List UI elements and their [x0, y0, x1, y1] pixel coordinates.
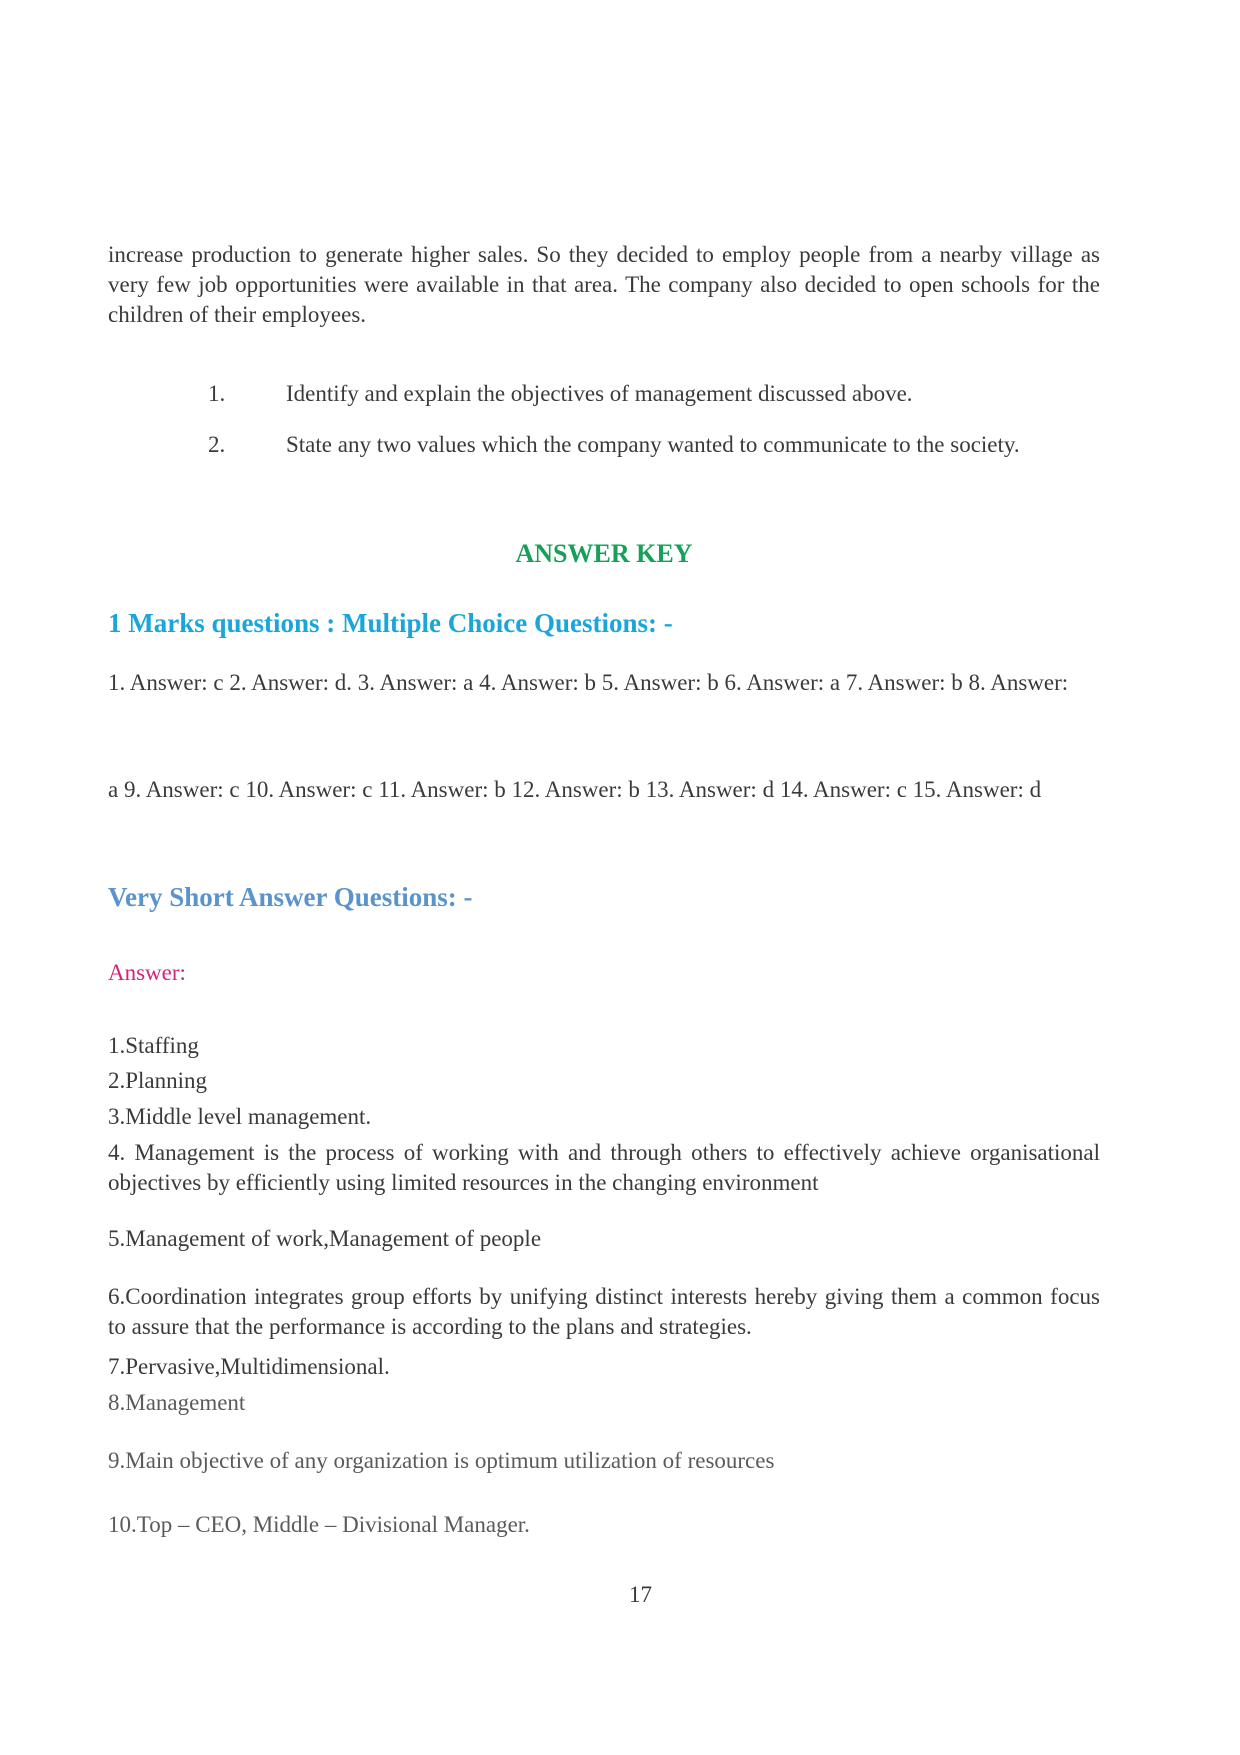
- vsa-answer-9: 9.Main objective of any organization is optimum utilization of resources: [108, 1448, 775, 1473]
- question-number: 1.: [208, 381, 226, 406]
- vsa-answer-3: 3.Middle level management.: [108, 1104, 372, 1129]
- vsa-answer-7: 7.Pervasive,Multidimensional.: [108, 1354, 390, 1379]
- vsa-heading: Very Short Answer Questions: -: [108, 882, 473, 912]
- vsa-answer-1: 1.Staffing: [108, 1033, 199, 1058]
- mcq-answers-line-2: a 9. Answer: c 10. Answer: c 11. Answer: b 12. Answer: b 13. Answer: d 14. Answer: c 15. Answer: d: [108, 777, 1042, 802]
- vsa-answer-10: 10.Top – CEO, Middle – Divisional Manager.: [108, 1512, 530, 1537]
- question-text: State any two values which the company wanted to communicate to the society.: [286, 432, 1020, 457]
- vsa-answer-8: 8.Management: [108, 1390, 246, 1415]
- question-number: 2.: [208, 432, 226, 457]
- vsa-answer-6: 6.Coordination integrates group efforts by unifying distinct interests hereby giving them a common focus to assure that the performance is according to the plans and strategies.: [108, 1284, 1100, 1339]
- answer-key-heading: ANSWER KEY: [515, 539, 693, 568]
- page-number: 17: [629, 1582, 652, 1607]
- vsa-answer-2: 2.Planning: [108, 1068, 208, 1093]
- mcq-answers-line-1: 1. Answer: c 2. Answer: d. 3. Answer: a 4. Answer: b 5. Answer: b 6. Answer: a 7. Answer: b 8. Answer:: [108, 670, 1069, 695]
- intro-paragraph: increase production to generate higher sales. So they decided to employ people from a nearby village as very few job opportunities were available in that area. The company also decided to open schools for the children of their employees.: [108, 242, 1100, 327]
- vsa-answer-5: 5.Management of work,Management of people: [108, 1226, 542, 1251]
- vsa-answer-4: 4. Management is the process of working with and through others to effectively achieve organisational objectives by efficiently using limited resources in the changing environment: [108, 1140, 1100, 1195]
- mcq-heading: 1 Marks questions : Multiple Choice Questions: -: [108, 608, 673, 638]
- answer-label: Answer:: [108, 960, 186, 985]
- document-page: [108, 0, 1100, 1755]
- question-text: Identify and explain the objectives of management discussed above.: [286, 381, 913, 406]
